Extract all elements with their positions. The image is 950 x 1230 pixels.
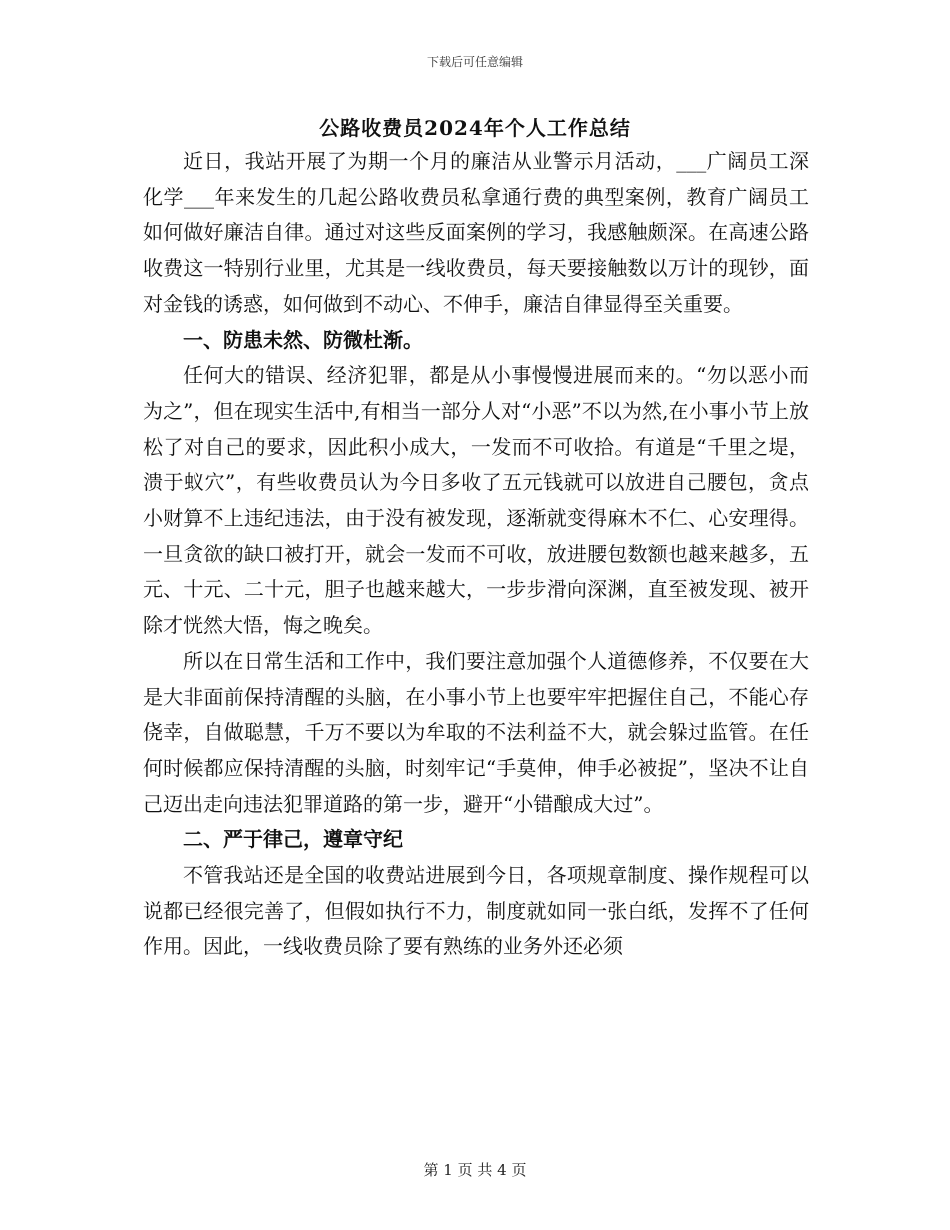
- paragraph-section1-b: 所以在日常生活和工作中，我们要注意加强个人道德修养，不仅要在大是大非面前保持清醒的头脑，在小事小节上也要牢牢把握住自己，不能心存侥幸，自做聪慧，千万不要以为牟取的不法利益不大，就会躲过监管。在任何时候都应保持清醒的头脑，时刻牢记“手莫伸，伸手必被捉”，坚决不让自己迈出走向违法犯罪道路的第一步，避开“小错酿成大过”。: [143, 648, 809, 816]
- page-number-footer: 第 1 页 共 4 页: [423, 1161, 527, 1179]
- section-heading-2: 二、严于律己，遵章守纪: [183, 827, 403, 852]
- document-body: [143, 144, 809, 965]
- document-title: 公路收费员2024年个人工作总结: [319, 116, 631, 140]
- paragraph-section2-a: 不管我站还是全国的收费站进展到今日，各项规章制度、操作规程可以说都已经很完善了，但假如执行不力，制度就如同一张白纸，发挥不了任何作用。因此，一线收费员除了要有熟练的业务外还必须: [143, 863, 809, 959]
- paragraph-intro: 近日，我站开展了为期一个月的廉洁从业警示月活动，___广阔员工深化学___年来发生的几起公路收费员私拿通行费的典型案例，教育广阔员工如何做好廉洁自律。通过对这些反面案例的学习，我感触颇深。在高速公路收费这一特别行业里，尤其是一线收费员，每天要接触数以万计的现钞，面对金钱的诱惑，如何做到不动心、不伸手，廉洁自律显得至关重要。: [143, 149, 809, 316]
- section-heading-1: 一、防患未然、防微杜渐。: [183, 327, 423, 352]
- paragraph-section1-a: 任何大的错误、经济犯罪，都是从小事慢慢进展而来的。“勿以恶小而为之”，但在现实生活中,有相当一部分人对“小恶”不以为然,在小事小节上放松了对自己的要求，因此积小成大，一发而不可收拾。有道是“千里之堤，溃于蚁穴”，有些收费员认为今日多收了五元钱就可以放进自己腰包，贪点小财算不上违纪违法，由于没有被发现，逐渐就变得麻木不仁、心安理得。一旦贪欲的缺口被打开，就会一发而不可收，放进腰包数额也越来越多，五元、十元、二十元，胆子也越来越大，一步步滑向深渊，直至被发现、被开除才恍然大悟，悔之晚矣。: [143, 363, 809, 638]
- header-note: 下载后可任意编辑: [426, 55, 523, 69]
